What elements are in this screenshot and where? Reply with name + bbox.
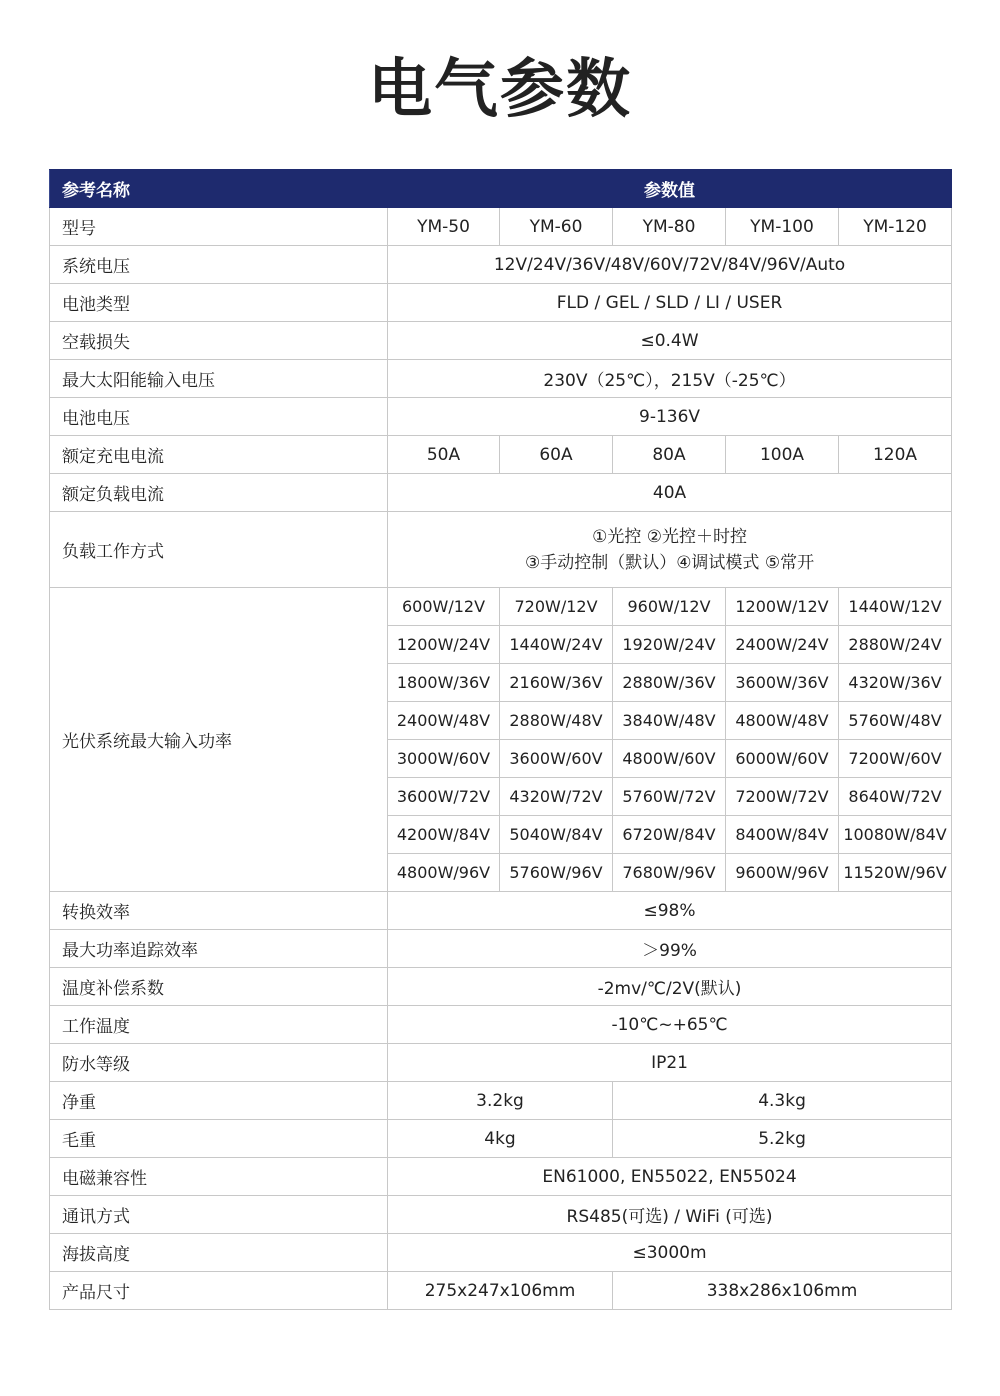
row-value: IP21 (388, 1044, 952, 1082)
row-value: 80A (613, 436, 726, 474)
power-cell: 3000W/60V (388, 740, 500, 778)
row-label: 电磁兼容性 (50, 1158, 388, 1196)
row-value: 4kg (388, 1120, 613, 1158)
table-row (50, 398, 952, 436)
table-row (50, 208, 952, 246)
power-cell: 5760W/48V (839, 702, 952, 740)
row-value: 12V/24V/36V/48V/60V/72V/84V/96V/Auto (388, 246, 952, 284)
load-mode-line-1: ①光控 ②光控＋时控 (592, 526, 747, 547)
row-label: 海拔高度 (50, 1234, 388, 1272)
power-cell: 1440W/12V (839, 588, 952, 626)
table-row (50, 1234, 952, 1272)
row-value: 275x247x106mm (388, 1272, 613, 1310)
row-label: 净重 (50, 1082, 388, 1120)
table-row (50, 1272, 952, 1310)
row-value: ≤3000m (388, 1234, 952, 1272)
row-value: 60A (500, 436, 613, 474)
power-cell: 720W/12V (500, 588, 613, 626)
row-label: 最大功率追踪效率 (50, 930, 388, 968)
row-label: 型号 (50, 208, 388, 246)
power-cell: 3600W/36V (726, 664, 839, 702)
power-cell: 600W/12V (388, 588, 500, 626)
row-value: 50A (388, 436, 500, 474)
header-value: 参数值 (388, 170, 952, 208)
power-cell: 10080W/84V (839, 816, 952, 854)
power-cell: 4320W/36V (839, 664, 952, 702)
power-cell: 6720W/84V (613, 816, 726, 854)
row-label: 光伏系统最大输入功率 (50, 588, 388, 892)
row-label: 系统电压 (50, 246, 388, 284)
page-title: 电气参数 (368, 53, 632, 127)
table-row (50, 246, 952, 284)
power-cell: 5040W/84V (500, 816, 613, 854)
power-cell: 5760W/72V (613, 778, 726, 816)
power-cell: 9600W/96V (726, 854, 839, 892)
power-cell: 4800W/48V (726, 702, 839, 740)
header-name: 参考名称 (50, 170, 388, 208)
row-value: EN61000, EN55022, EN55024 (388, 1158, 952, 1196)
power-cell: 1200W/12V (726, 588, 839, 626)
table-row (50, 968, 952, 1006)
power-cell: 3600W/72V (388, 778, 500, 816)
power-cell: 1440W/24V (500, 626, 613, 664)
table-row (50, 284, 952, 322)
power-cell: 960W/12V (613, 588, 726, 626)
load-mode-line-2: ③手动控制（默认）④调试模式 ⑤常开 (524, 552, 815, 573)
row-value: -10℃~+65℃ (388, 1006, 952, 1044)
row-value: FLD / GEL / SLD / LI / USER (388, 284, 952, 322)
row-label: 电池类型 (50, 284, 388, 322)
power-cell: 1800W/36V (388, 664, 500, 702)
row-label: 温度补偿系数 (50, 968, 388, 1006)
row-label: 空载损失 (50, 322, 388, 360)
table-row (50, 1196, 952, 1234)
row-label: 产品尺寸 (50, 1272, 388, 1310)
power-cell: 4800W/60V (613, 740, 726, 778)
row-value: 5.2kg (613, 1120, 952, 1158)
row-label: 电池电压 (50, 398, 388, 436)
row-label: 转换效率 (50, 892, 388, 930)
table-row (50, 892, 952, 930)
model-cell: YM-120 (839, 208, 952, 246)
row-value: 100A (726, 436, 839, 474)
table-header-row (50, 170, 952, 208)
row-value: ≤98% (388, 892, 952, 930)
table-row (50, 1158, 952, 1196)
power-cell: 2880W/48V (500, 702, 613, 740)
power-cell: 6000W/60V (726, 740, 839, 778)
model-cell: YM-100 (726, 208, 839, 246)
table-row (50, 436, 952, 474)
table-row (50, 512, 952, 588)
row-label: 额定负载电流 (50, 474, 388, 512)
power-cell: 4320W/72V (500, 778, 613, 816)
table-row (50, 360, 952, 398)
spec-table (49, 169, 952, 1310)
table-row (50, 1120, 952, 1158)
model-cell: YM-60 (500, 208, 613, 246)
row-value: 40A (388, 474, 952, 512)
power-cell: 3840W/48V (613, 702, 726, 740)
power-cell: 2160W/36V (500, 664, 613, 702)
row-label: 最大太阳能输入电压 (50, 360, 388, 398)
row-label: 毛重 (50, 1120, 388, 1158)
row-label: 通讯方式 (50, 1196, 388, 1234)
table-row (50, 1044, 952, 1082)
power-cell: 4800W/96V (388, 854, 500, 892)
power-cell: 2880W/36V (613, 664, 726, 702)
row-value: 4.3kg (613, 1082, 952, 1120)
power-cell: 1200W/24V (388, 626, 500, 664)
table-row (50, 588, 952, 626)
power-cell: 8400W/84V (726, 816, 839, 854)
power-cell: 7680W/96V (613, 854, 726, 892)
power-cell: 3600W/60V (500, 740, 613, 778)
table-row (50, 1082, 952, 1120)
row-label: 额定充电电流 (50, 436, 388, 474)
row-value: 120A (839, 436, 952, 474)
row-value: ≤0.4W (388, 322, 952, 360)
row-value (388, 512, 952, 588)
row-label: 防水等级 (50, 1044, 388, 1082)
model-cell: YM-80 (613, 208, 726, 246)
power-cell: 4200W/84V (388, 816, 500, 854)
power-cell: 2400W/48V (388, 702, 500, 740)
power-cell: 1920W/24V (613, 626, 726, 664)
power-cell: 11520W/96V (839, 854, 952, 892)
power-cell: 2400W/24V (726, 626, 839, 664)
row-value: 338x286x106mm (613, 1272, 952, 1310)
power-cell: 5760W/96V (500, 854, 613, 892)
row-value: ＞99% (388, 930, 952, 968)
table-row (50, 1006, 952, 1044)
table-row (50, 474, 952, 512)
row-value: RS485(可选) / WiFi (可选) (388, 1196, 952, 1234)
model-cell: YM-50 (388, 208, 500, 246)
power-cell: 7200W/60V (839, 740, 952, 778)
row-value: -2mv/℃/2V(默认) (388, 968, 952, 1006)
power-cell: 2880W/24V (839, 626, 952, 664)
row-value: 3.2kg (388, 1082, 613, 1120)
table-row (50, 930, 952, 968)
row-label: 工作温度 (50, 1006, 388, 1044)
row-label: 负载工作方式 (50, 512, 388, 588)
power-cell: 8640W/72V (839, 778, 952, 816)
table-row (50, 322, 952, 360)
row-value: 9-136V (388, 398, 952, 436)
row-value: 230V（25℃），215V（-25℃） (388, 360, 952, 398)
power-cell: 7200W/72V (726, 778, 839, 816)
